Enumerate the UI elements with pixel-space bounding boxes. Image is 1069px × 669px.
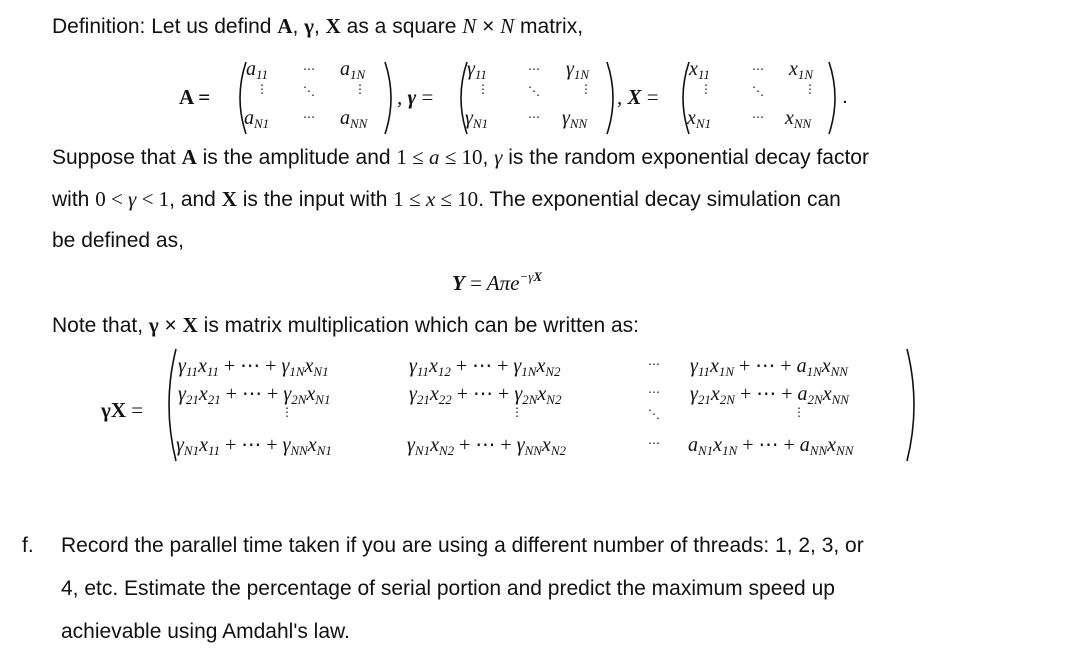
product-cell-r2c3: $\gamma_{21}x_{2N}$ + ⋯ + $a_{2N}x_{NN}$ xyxy=(690,383,849,407)
product-cell-r1c1: $\gamma_{11}x_{11}$ + ⋯ + $\gamma_{1N}x_{N1}$ xyxy=(178,355,329,379)
matrix-x-hdots-bottom: ⋯ xyxy=(752,110,764,124)
matrix-a-top-right: $a_{1N}$ xyxy=(340,58,366,82)
question-line-3: achievable using Amdahl's law. xyxy=(61,620,350,643)
matrix-gamma-hdots: ⋯ xyxy=(528,62,540,76)
exponential-decay-equation: Y = Aπe$^{-\gamma X}$ xyxy=(452,269,543,295)
matrix-x-label: , X = xyxy=(617,85,659,109)
matrix-x-period: . xyxy=(842,85,848,108)
matrix-gamma-ddots: ⋱ xyxy=(528,84,540,98)
product-hdots-r1: ⋯ xyxy=(648,357,660,371)
matrix-x-top-right: $x_{1N}$ xyxy=(789,58,814,82)
matrix-a-top-left: $a_{11}$ xyxy=(246,58,269,82)
product-vdots-c3: ⋮ xyxy=(793,405,805,419)
definition-line: Definition: Let us defind A, γ, X as a square N × N matrix, xyxy=(52,14,584,38)
product-matrix-label: γX = xyxy=(101,398,144,422)
matrix-a-hdots-bottom: ⋯ xyxy=(303,110,315,124)
product-cell-r4c2: $\gamma_{N1}x_{N2}$ + ⋯ + $\gamma_{NN}x_{N2}$ xyxy=(407,434,566,458)
matrix-x-bottom-left: $x_{N1}$ xyxy=(687,107,712,131)
matrix-a-vdots-left: ⋮ xyxy=(256,82,268,96)
paragraph-line-3: be defined as, xyxy=(52,229,184,252)
matrix-a-bottom-right: $a_{NN}$ xyxy=(340,107,368,131)
matrix-a-label: A = xyxy=(179,85,211,109)
note-line: Note that, γ × X is matrix multiplication which can be written as: xyxy=(52,313,639,337)
matrix-x-vdots-right: ⋮ xyxy=(804,82,816,96)
paragraph-line-2: with 0 < γ < 1, and X is the input with 1 ≤ x ≤ 10. The exponential decay simulation can xyxy=(52,187,841,211)
matrix-x-hdots: ⋯ xyxy=(752,62,764,76)
matrix-a-hdots: ⋯ xyxy=(303,62,315,76)
product-cell-r2c2: $\gamma_{21}x_{22}$ + ⋯ + $\gamma_{2N}x_{N2}$ xyxy=(409,383,562,407)
matrix-a-bottom-left: $a_{N1}$ xyxy=(244,107,270,131)
product-vdots-c1: ⋮ xyxy=(281,405,293,419)
question-line-2: 4, etc. Estimate the percentage of serial portion and predict the maximum speed up xyxy=(61,577,835,600)
matrix-gamma-bottom-left: $\gamma_{N1}$ xyxy=(465,107,489,131)
product-ddots: ⋱ xyxy=(648,407,660,421)
matrix-gamma-bottom-right: $\gamma_{NN}$ xyxy=(562,107,588,131)
matrix-x-ddots: ⋱ xyxy=(752,84,764,98)
matrix-gamma-vdots-right: ⋮ xyxy=(580,82,592,96)
matrix-gamma-top-right: $\gamma_{1N}$ xyxy=(566,58,590,82)
matrix-x-vdots-left: ⋮ xyxy=(700,82,712,96)
product-cell-r1c3: $\gamma_{11}x_{1N}$ + ⋯ + $a_{1N}x_{NN}$ xyxy=(690,355,848,379)
matrix-gamma-vdots-left: ⋮ xyxy=(477,82,489,96)
product-cell-r4c1: $\gamma_{N1}x_{11}$ + ⋯ + $\gamma_{NN}x_{N1}$ xyxy=(176,434,332,458)
product-hdots-r4: ⋯ xyxy=(648,436,660,450)
product-cell-r4c3: $a_{N1}x_{1N}$ + ⋯ + $a_{NN}x_{NN}$ xyxy=(688,434,854,458)
product-vdots-c2: ⋮ xyxy=(511,405,523,419)
product-cell-r2c1: $\gamma_{21}x_{21}$ + ⋯ + $\gamma_{2N}x_{N1}$ xyxy=(178,383,331,407)
question-line-1: Record the parallel time taken if you are using a different number of threads: 1, 2, 3, or xyxy=(61,534,864,557)
paragraph-line-1: Suppose that A is the amplitude and 1 ≤ a ≤ 10, γ is the random exponential decay factor xyxy=(52,145,869,169)
matrix-gamma-hdots-bottom: ⋯ xyxy=(528,110,540,124)
matrix-gamma-top-left: $\gamma_{11}$ xyxy=(467,58,487,82)
product-matrix-right-paren xyxy=(903,347,925,463)
matrix-a-ddots: ⋱ xyxy=(303,84,315,98)
product-hdots-r2: ⋯ xyxy=(648,385,660,399)
matrix-x-bottom-right: $x_{NN}$ xyxy=(785,107,812,131)
matrix-gamma-label: , γ = xyxy=(397,85,434,109)
product-cell-r1c2: $\gamma_{11}x_{12}$ + ⋯ + $\gamma_{1N}x_{N2}$ xyxy=(409,355,561,379)
matrix-a-vdots-right: ⋮ xyxy=(354,82,366,96)
question-marker: f. xyxy=(22,534,34,557)
matrix-x-top-left: $x_{11}$ xyxy=(689,58,710,82)
